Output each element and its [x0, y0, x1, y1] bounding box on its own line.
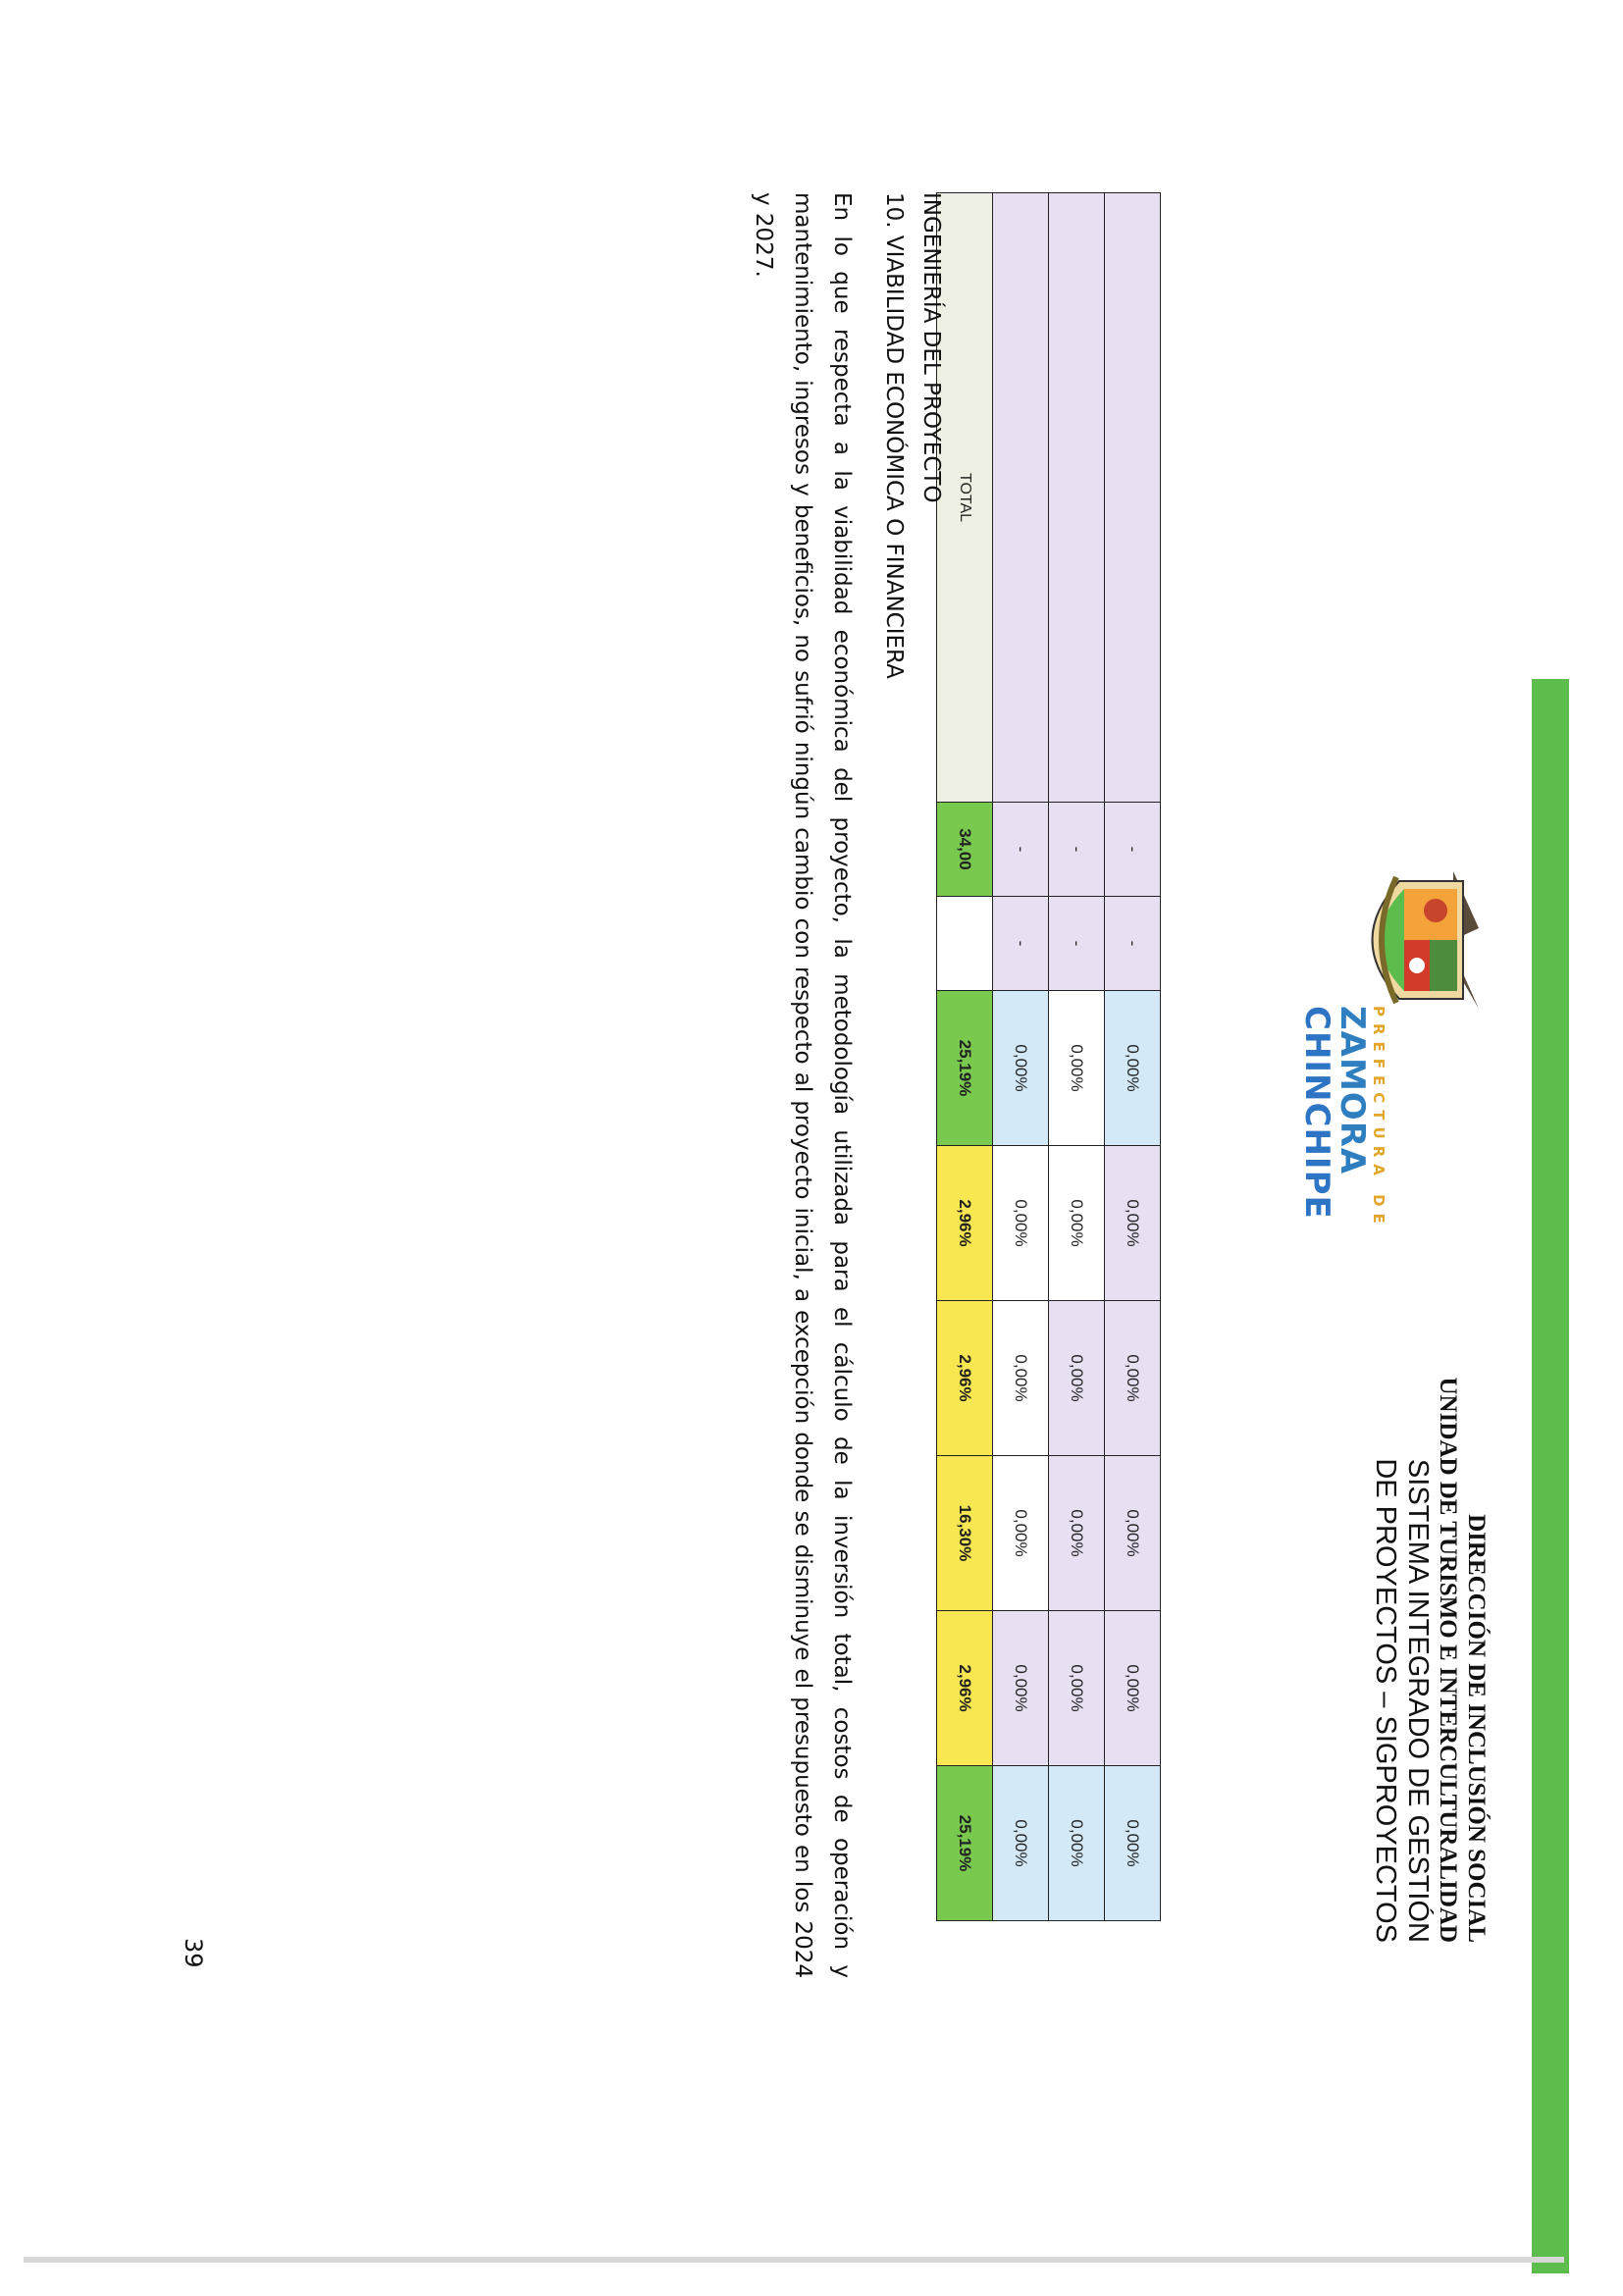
section-subtitle: 10. VIABILIDAD ECONÓMICA O FINANCIERA — [881, 192, 907, 679]
table-cell: 0,00% — [1049, 1146, 1105, 1301]
table-row — [1049, 193, 1105, 1921]
table-cell: 0,00% — [1105, 1301, 1161, 1456]
institution-header — [1369, 1378, 1491, 1944]
table-cell: 0,00% — [1105, 1611, 1161, 1766]
total-cell: 2,96% — [937, 1611, 993, 1766]
total-cell: 34,00 — [937, 803, 993, 897]
table-cell: 0,00% — [993, 1766, 1049, 1921]
total-cell: 2,96% — [937, 1146, 993, 1301]
table-cell: 0,00% — [993, 1611, 1049, 1766]
table-cell: 0,00% — [1049, 1301, 1105, 1456]
header-line-1: DIRECCIÓN DE INCLUSIÓN SOCIAL — [1463, 1514, 1490, 1943]
total-cell: 25,19% — [937, 1766, 993, 1921]
table-cell: 0,00% — [993, 991, 1049, 1146]
table-cell — [1105, 193, 1161, 803]
table-cell: 0,00% — [1049, 1766, 1105, 1921]
logo-small-text: PREFECTURA DE — [1370, 1006, 1387, 1230]
table-row — [993, 193, 1049, 1921]
section-paragraph: En lo que respecta a la viabilidad económica del proyecto, la metodología utilizada para el cálculo de la inversión total, costos de operación y mantenimiento, ingresos y beneficios, no sufrió ningún cambio con respecto al proyecto inicial, a excepción donde se disminuye el presupuesto en los 2024 y 2027. — [751, 192, 855, 1978]
header-line-4: DE PROYECTOS – SIGPROYECTOS — [1370, 1458, 1401, 1943]
logo-wordmark — [1299, 1006, 1387, 1230]
section-title: INGENIERÍA DEL PROYECTO — [918, 192, 944, 503]
logo-line-zamora: ZAMORA — [1333, 1006, 1372, 1175]
table-cell: 0,00% — [1049, 991, 1105, 1146]
table-cell: 0,00% — [1105, 1456, 1161, 1611]
total-cell: 2,96% — [937, 1301, 993, 1456]
table-cell: 0,00% — [1049, 1611, 1105, 1766]
table-row — [1105, 193, 1161, 1921]
table-cell: - — [993, 803, 1049, 897]
page-edge-shadow — [24, 2257, 1564, 2263]
table-cell — [993, 193, 1049, 803]
investment-table — [936, 192, 1161, 1921]
table-cell: 0,00% — [993, 1301, 1049, 1456]
table-total-row — [937, 193, 993, 1921]
table-cell: - — [993, 897, 1049, 991]
total-cell: 25,19% — [937, 991, 993, 1146]
total-cell — [937, 897, 993, 991]
table-cell: 0,00% — [1105, 1766, 1161, 1921]
table-cell: - — [1049, 897, 1105, 991]
table-cell: - — [1105, 897, 1161, 991]
header-green-bar — [1532, 679, 1569, 2273]
table-cell: - — [1105, 803, 1161, 897]
table-cell: - — [1049, 803, 1105, 897]
table-cell: 0,00% — [1049, 1456, 1105, 1611]
table-cell: 0,00% — [1105, 1146, 1161, 1301]
table-cell — [1049, 193, 1105, 803]
table-cell: 0,00% — [993, 1146, 1049, 1301]
header-line-2: UNIDAD DE TURISMO E INTERCULTURALIDAD — [1435, 1377, 1461, 1943]
logo-line-chinchipe: CHINCHIPE — [1297, 1006, 1336, 1220]
table-cell: 0,00% — [993, 1456, 1049, 1611]
header-line-3: SISTEMA INTEGRADO DE GESTIÓN — [1402, 1458, 1434, 1943]
total-cell: 16,30% — [937, 1456, 993, 1611]
total-label: TOTAL — [937, 193, 993, 803]
page-number: 39 — [180, 1938, 207, 1968]
table-cell: 0,00% — [1105, 991, 1161, 1146]
